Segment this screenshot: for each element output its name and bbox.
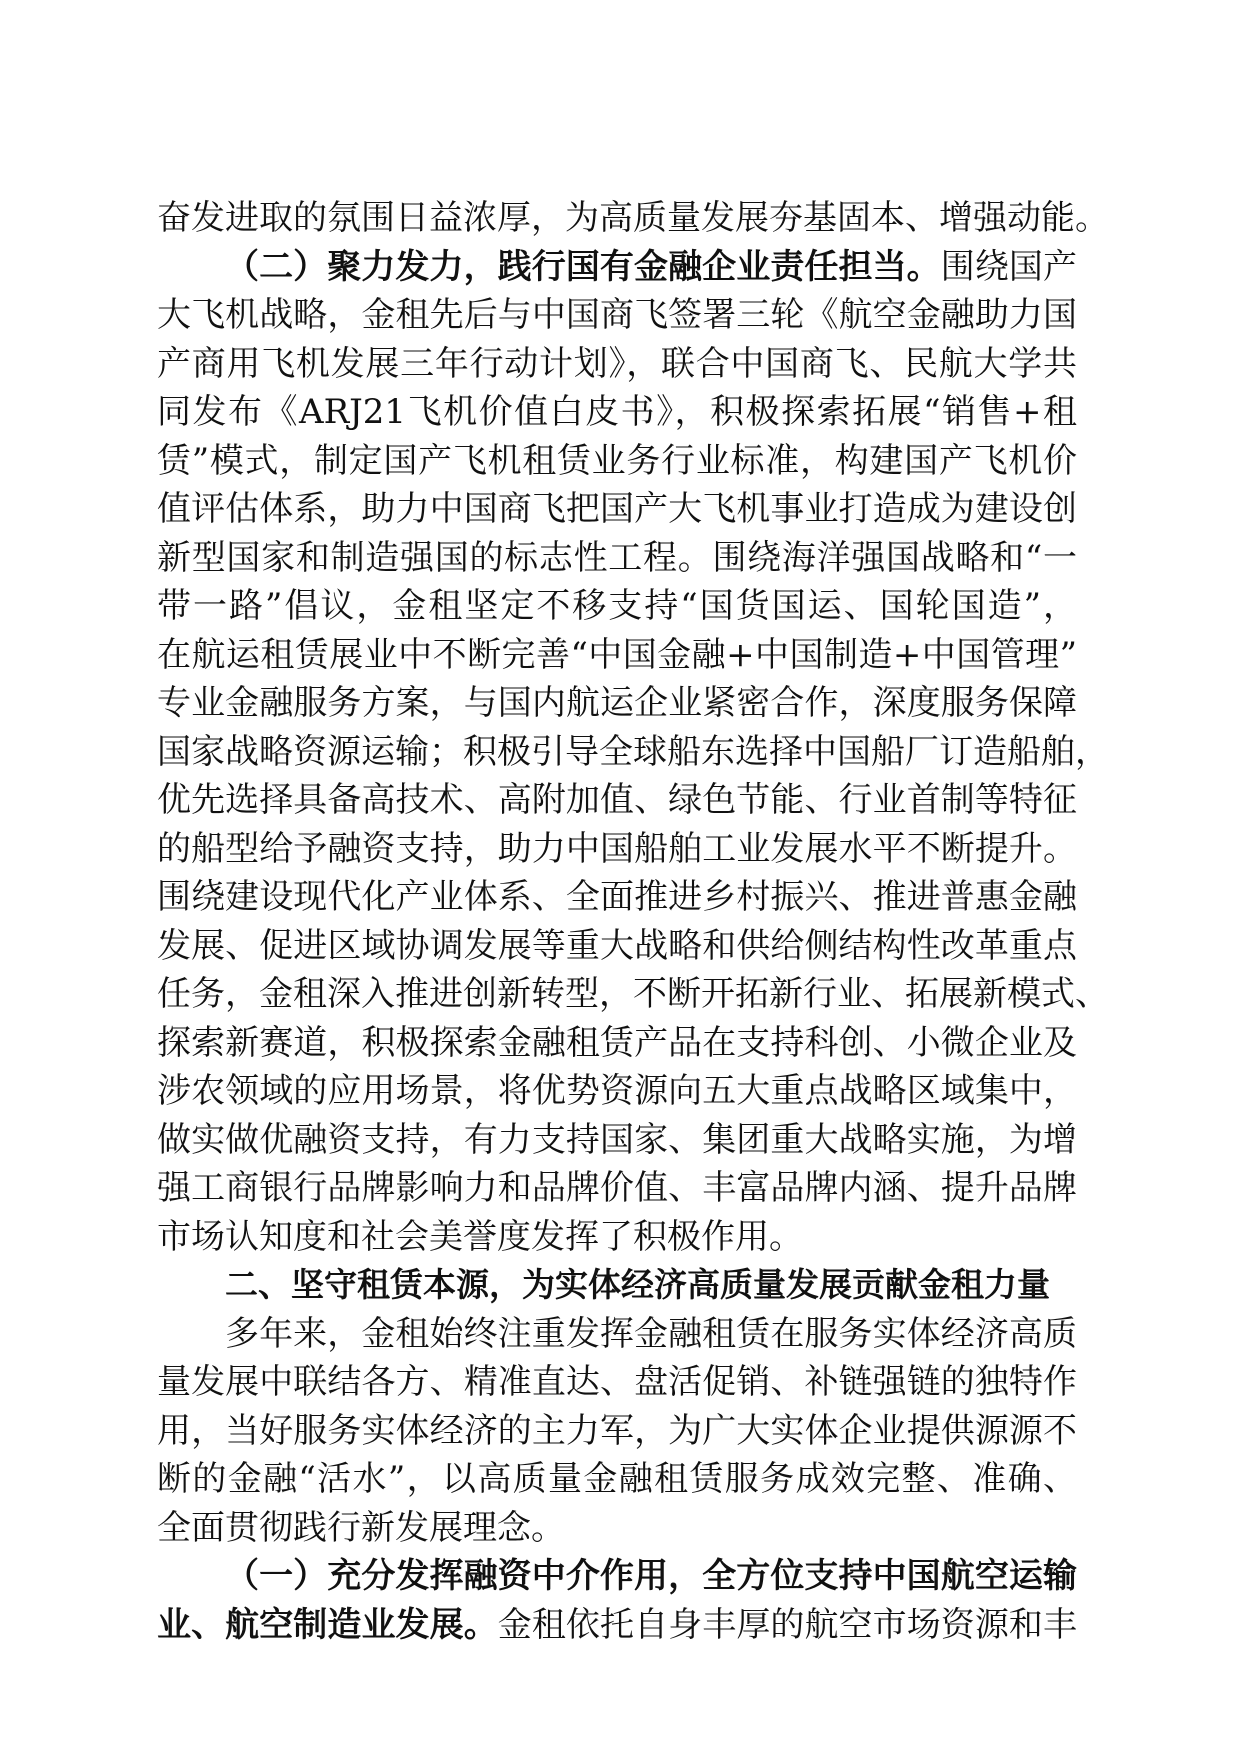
- section2-line: 值评估体系，助力中国商飞把国产大飞机事业打造成为建设创: [157, 489, 1077, 529]
- section2-line: 产商用飞机发展三年行动计划》，联合中国商飞、民航大学共: [157, 343, 1077, 384]
- section2-line: 专业金融服务方案，与国内航运企业紧密合作，深度服务保障: [157, 683, 1077, 723]
- section2-line: 发展、促进区域协调发展等重大战略和供给侧结构性改革重点: [157, 925, 1077, 966]
- subsection1-line-1: [157, 1552, 1077, 1601]
- carryover-paragraph-line-1: [157, 194, 1109, 243]
- intro-line: 量发展中联结各方、精准直达、盘活促销、补链强链的独特作: [157, 1362, 1077, 1402]
- section2-line: 强工商银行品牌影响力和品牌价值、丰富品牌内涵、提升品牌: [157, 1168, 1077, 1208]
- subsection1-line-2: [157, 1601, 1077, 1650]
- section2-line: 涉农领域的应用场景，将优势资源向五大重点战略区域集中，: [157, 1071, 1077, 1111]
- section2-line: 带一路”倡议，金租坚定不移支持“国货国运、国轮国造”，: [157, 586, 1077, 626]
- section2-line: 在航运租赁展业中不断完善“中国金融+中国制造+中国管理”: [157, 634, 1077, 675]
- section-heading: 二、坚守租赁本源，为实体经济高质量发展贡献金租力量: [225, 1265, 1050, 1304]
- subsection1-title-part-1: （一）充分发挥融资中介作用，全方位支持中国航空运输: [225, 1556, 1077, 1596]
- section2-line: 市场认知度和社会美誉度发挥了积极作用。: [157, 1216, 803, 1257]
- subsection1-title-part-2: 业、航空制造业发展。: [157, 1604, 498, 1645]
- section2-line: 探索新赛道，积极探索金融租赁产品在支持科创、小微企业及: [157, 1022, 1077, 1063]
- section2-paragraph-line-1: [157, 243, 1077, 292]
- intro-line: 断的金融“活水”，以高质量金融租赁服务成效完整、准确、: [157, 1459, 1077, 1499]
- section2-line: 新型国家和制造强国的标志性工程。围绕海洋强国战略和“一: [157, 537, 1077, 578]
- section2-line: 任务，金租深入推进创新转型，不断开拓新行业、拓展新模式、: [157, 974, 1109, 1014]
- section2-line: 大飞机战略，金租先后与中国商飞签署三轮《航空金融助力国: [157, 295, 1077, 335]
- section2-line: 做实做优融资支持，有力支持国家、集团重大战略实施，为增: [157, 1119, 1077, 1160]
- document-body: [157, 194, 1109, 1649]
- section2-line: 优先选择具备高技术、高附加值、绿色节能、行业首制等特征: [157, 780, 1077, 820]
- section2-text-start: 围绕国产: [940, 246, 1077, 287]
- intro-line: 全面贯彻践行新发展理念。: [157, 1507, 565, 1548]
- section2-line: 的船型给予融资支持，助力中国船舶工业发展水平不断提升。: [157, 828, 1077, 869]
- section2-line: 国家战略资源运输；积极引导全球船东选择中国船厂订造船舶，: [157, 731, 1109, 772]
- section2-line: 同发布《ARJ21飞机价值白皮书》，积极探索拓展“销售+租: [157, 392, 1077, 432]
- carryover-text: 奋发进取的氛围日益浓厚，为高质量发展夯基固本、增强动能。: [157, 198, 1109, 238]
- intro-line: 多年来，金租始终注重发挥金融租赁在服务实体经济高质: [225, 1313, 1077, 1354]
- subsection1-text: 金租依托自身丰厚的航空市场资源和丰: [497, 1604, 1078, 1645]
- intro-line: 用，当好服务实体经济的主力军，为广大实体企业提供源源不: [157, 1410, 1077, 1451]
- section2-line: 赁”模式，制定国产飞机租赁业务行业标准，构建国产飞机价: [157, 440, 1077, 481]
- section2-title: （二）聚力发力，践行国有金融企业责任担当。: [225, 246, 941, 287]
- section2-line: 围绕建设现代化产业体系、全面推进乡村振兴、推进普惠金融: [157, 877, 1077, 917]
